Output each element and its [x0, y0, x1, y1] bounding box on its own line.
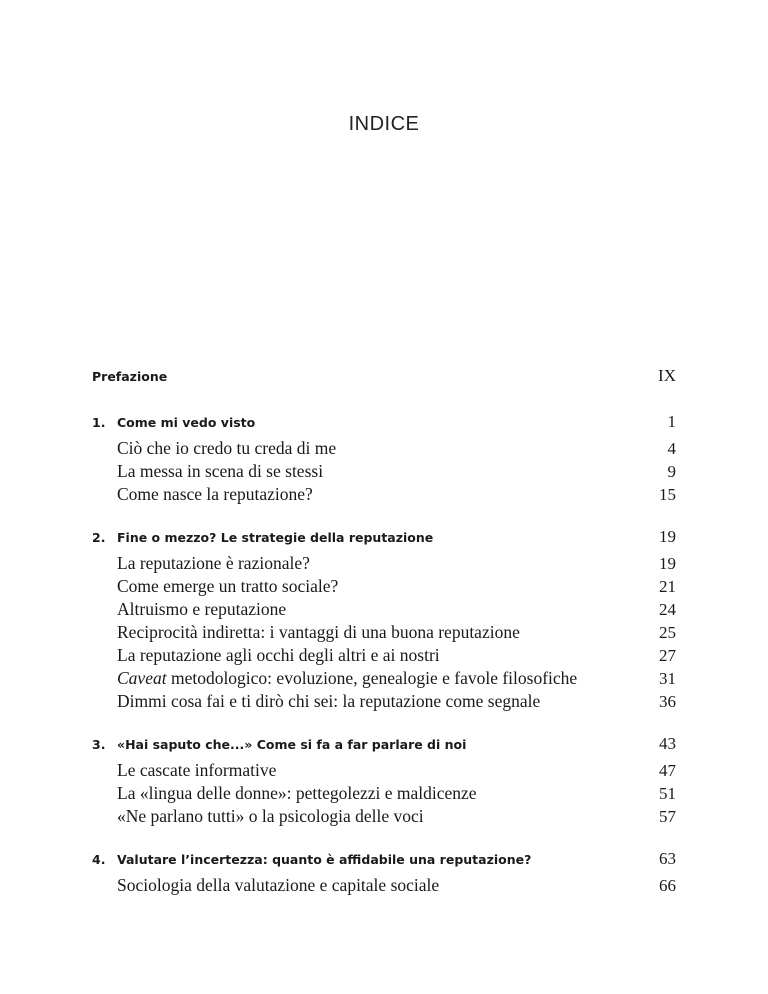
page-number: 36: [659, 692, 676, 711]
section-title: La «lingua delle donne»: pettegolezzi e maldicenze: [117, 783, 477, 803]
section-entry[interactable]: [92, 484, 676, 507]
section-entry[interactable]: [92, 622, 676, 645]
section-title: «Ne parlano tutti» o la psicologia delle voci: [117, 806, 424, 826]
chapter-3: [92, 734, 676, 829]
section-entry[interactable]: [92, 553, 676, 576]
section-title: Altruismo e reputazione: [117, 599, 287, 619]
page-number: 4: [667, 439, 676, 458]
page-number: 19: [659, 554, 676, 573]
section-entry[interactable]: [92, 461, 676, 484]
section-entry[interactable]: [92, 645, 676, 668]
page-number: 25: [659, 623, 676, 642]
section-entry[interactable]: [92, 783, 676, 806]
chapter-1: [92, 412, 676, 507]
section-entry[interactable]: [92, 806, 676, 829]
section-title: Come emerge un tratto sociale?: [117, 576, 339, 596]
page-number: 57: [659, 807, 676, 826]
section-title-italic: Caveat: [117, 668, 167, 688]
chapter-2: [92, 527, 676, 714]
section-title: [117, 668, 577, 689]
toc-entry-preface[interactable]: [92, 366, 676, 390]
section-title: La reputazione è razionale?: [117, 553, 310, 573]
chapter-title: Come mi vedo visto: [117, 415, 256, 430]
section-entry[interactable]: [92, 668, 676, 691]
section-title: Sociologia della valutazione e capitale sociale: [117, 875, 440, 895]
page-number: 19: [659, 527, 676, 546]
page-number: 31: [659, 669, 676, 688]
section-entry[interactable]: [92, 875, 676, 898]
page-number: 21: [659, 577, 676, 596]
page-number: 51: [659, 784, 676, 803]
page-number: 63: [659, 849, 676, 868]
page-number: 66: [659, 876, 676, 895]
preface-title: Prefazione: [92, 369, 168, 384]
section-title-rest: metodologico: evoluzione, genealogie e favole filosofiche: [166, 668, 578, 688]
table-of-contents: [92, 366, 676, 918]
page-number: 47: [659, 761, 676, 780]
section-title: Ciò che io credo tu creda di me: [117, 438, 337, 458]
chapter-title: «Hai saputo che...» Come si fa a far parlare di noi: [117, 737, 467, 752]
section-title: La reputazione agli occhi degli altri e ai nostri: [117, 645, 440, 665]
section-entry[interactable]: [92, 760, 676, 783]
section-entry[interactable]: [92, 576, 676, 599]
chapter-heading[interactable]: [92, 734, 676, 758]
section-title: Reciprocità indiretta: i vantaggi di una buona reputazione: [117, 622, 520, 642]
section-title: Le cascate informative: [117, 760, 277, 780]
chapter-heading[interactable]: [92, 849, 676, 873]
page-title: INDICE: [348, 113, 420, 135]
chapter-number: 1.: [92, 415, 106, 430]
chapter-4: [92, 849, 676, 898]
section-title: La messa in scena di se stessi: [117, 461, 324, 481]
page-number: 24: [659, 600, 676, 619]
section-title: Come nasce la reputazione?: [117, 484, 313, 504]
chapter-number: 4.: [92, 852, 106, 867]
section-entry[interactable]: [92, 599, 676, 622]
chapter-number: 3.: [92, 737, 106, 752]
page-number: 9: [667, 462, 676, 481]
chapter-number: 2.: [92, 530, 106, 545]
page-number: 27: [659, 646, 676, 665]
chapter-title: Valutare l’incertezza: quanto è affidabile una reputazione?: [117, 852, 532, 867]
section-entry[interactable]: [92, 438, 676, 461]
chapter-heading[interactable]: [92, 527, 676, 551]
section-entry[interactable]: [92, 691, 676, 714]
page-number: 1: [667, 412, 676, 431]
page-number: IX: [658, 366, 676, 385]
page-number: 43: [659, 734, 676, 753]
page-number: 15: [659, 485, 676, 504]
chapter-title: Fine o mezzo? Le strategie della reputazione: [117, 530, 434, 545]
section-title: Dimmi cosa fai e ti dirò chi sei: la reputazione come segnale: [117, 691, 541, 711]
chapter-heading[interactable]: [92, 412, 676, 436]
